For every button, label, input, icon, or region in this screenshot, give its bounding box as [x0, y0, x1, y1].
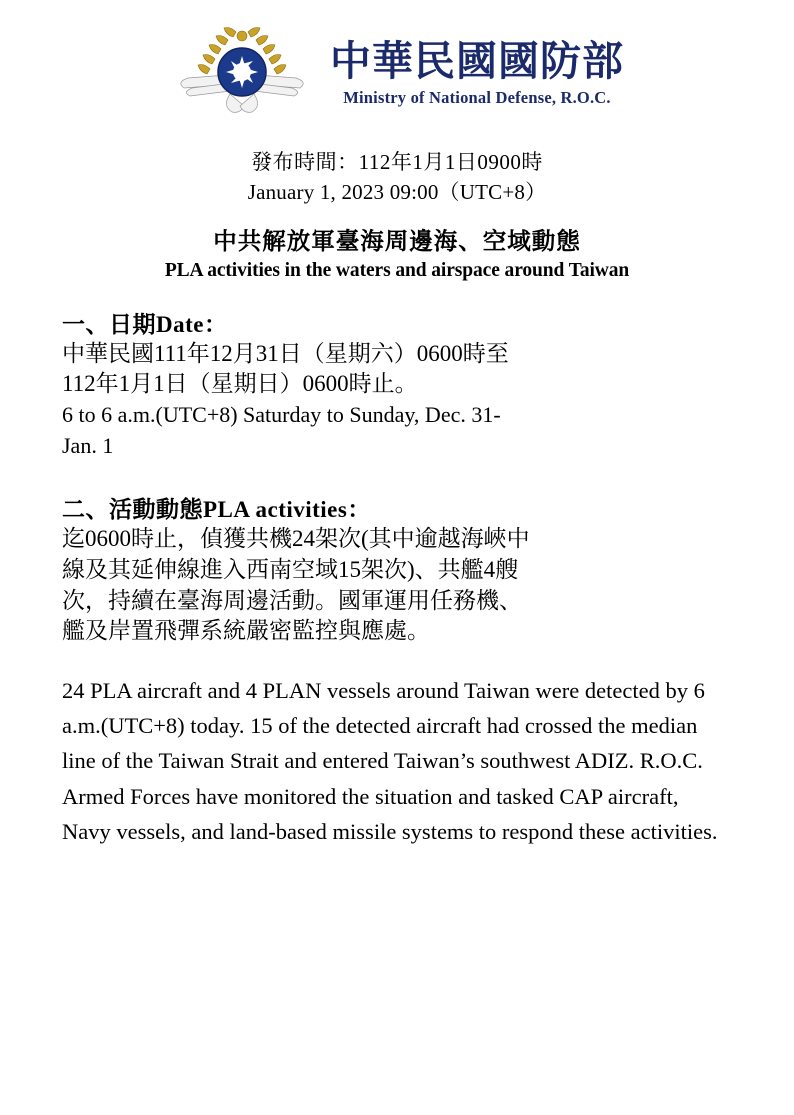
section-activities-cn-line-4: 艦及岸置飛彈系統嚴密監控與應處。 [62, 618, 430, 644]
section-activities-cn-line-3: 次，持續在臺海周邊活動。國軍運用任務機、 [62, 587, 522, 613]
document-title-cn: 中共解放軍臺海周邊海、空域動態 [213, 228, 581, 255]
section-date-heading: 一、日期Date： [62, 311, 228, 337]
ministry-title-block [330, 40, 624, 107]
document-title-en: PLA activities in the waters and airspace around Taiwan [164, 259, 630, 281]
release-time [62, 148, 732, 208]
section-activities-en-paragraph: 24 PLA aircraft and 4 PLAN vessels around Taiwan were detected by 6 a.m.(UTC+8) today. 15 of the detected aircraft had crossed the median line of the Taiwan Strait and entered Taiwan’s southwest ADIZ. R.O.C. Armed Forces have monitored the situation and tasked CAP aircraft, Navy vessels, and land-based missile systems to respond these activities. [62, 678, 718, 844]
release-time-cn: 發布時間：112年1月1日0900時 [251, 150, 543, 174]
section-activities-heading: 二、活動動態PLA activities： [62, 496, 371, 522]
section-date-cn-line-2: 112年1月1日（星期日）0600時止。 [62, 371, 418, 397]
document-header [62, 0, 732, 122]
section-activities-cn-line-2: 線及其延伸線進入西南空域15架次)、共艦4艘 [62, 556, 519, 582]
ministry-title-cn: 中華民國國防部 [330, 38, 624, 85]
ministry-title-en: Ministry of National Defense, R.O.C. [343, 87, 611, 107]
section-date-en-line-1: 6 to 6 a.m.(UTC+8) Saturday to Sunday, Dec. 31- [62, 402, 501, 428]
section-date-cn-line-1: 中華民國111年12月31日（星期六）0600時至 [62, 340, 509, 366]
release-time-en: January 1, 2023 09:00（UTC+8） [247, 179, 547, 204]
section-activities [62, 491, 732, 849]
mnd-roc-emblem-icon [170, 22, 320, 122]
section-date-en-line-2: Jan. 1 [62, 432, 114, 458]
section-activities-cn-line-1: 迄0600時止，偵獲共機24架次(其中逾越海峽中 [62, 525, 530, 551]
section-date [62, 306, 732, 461]
